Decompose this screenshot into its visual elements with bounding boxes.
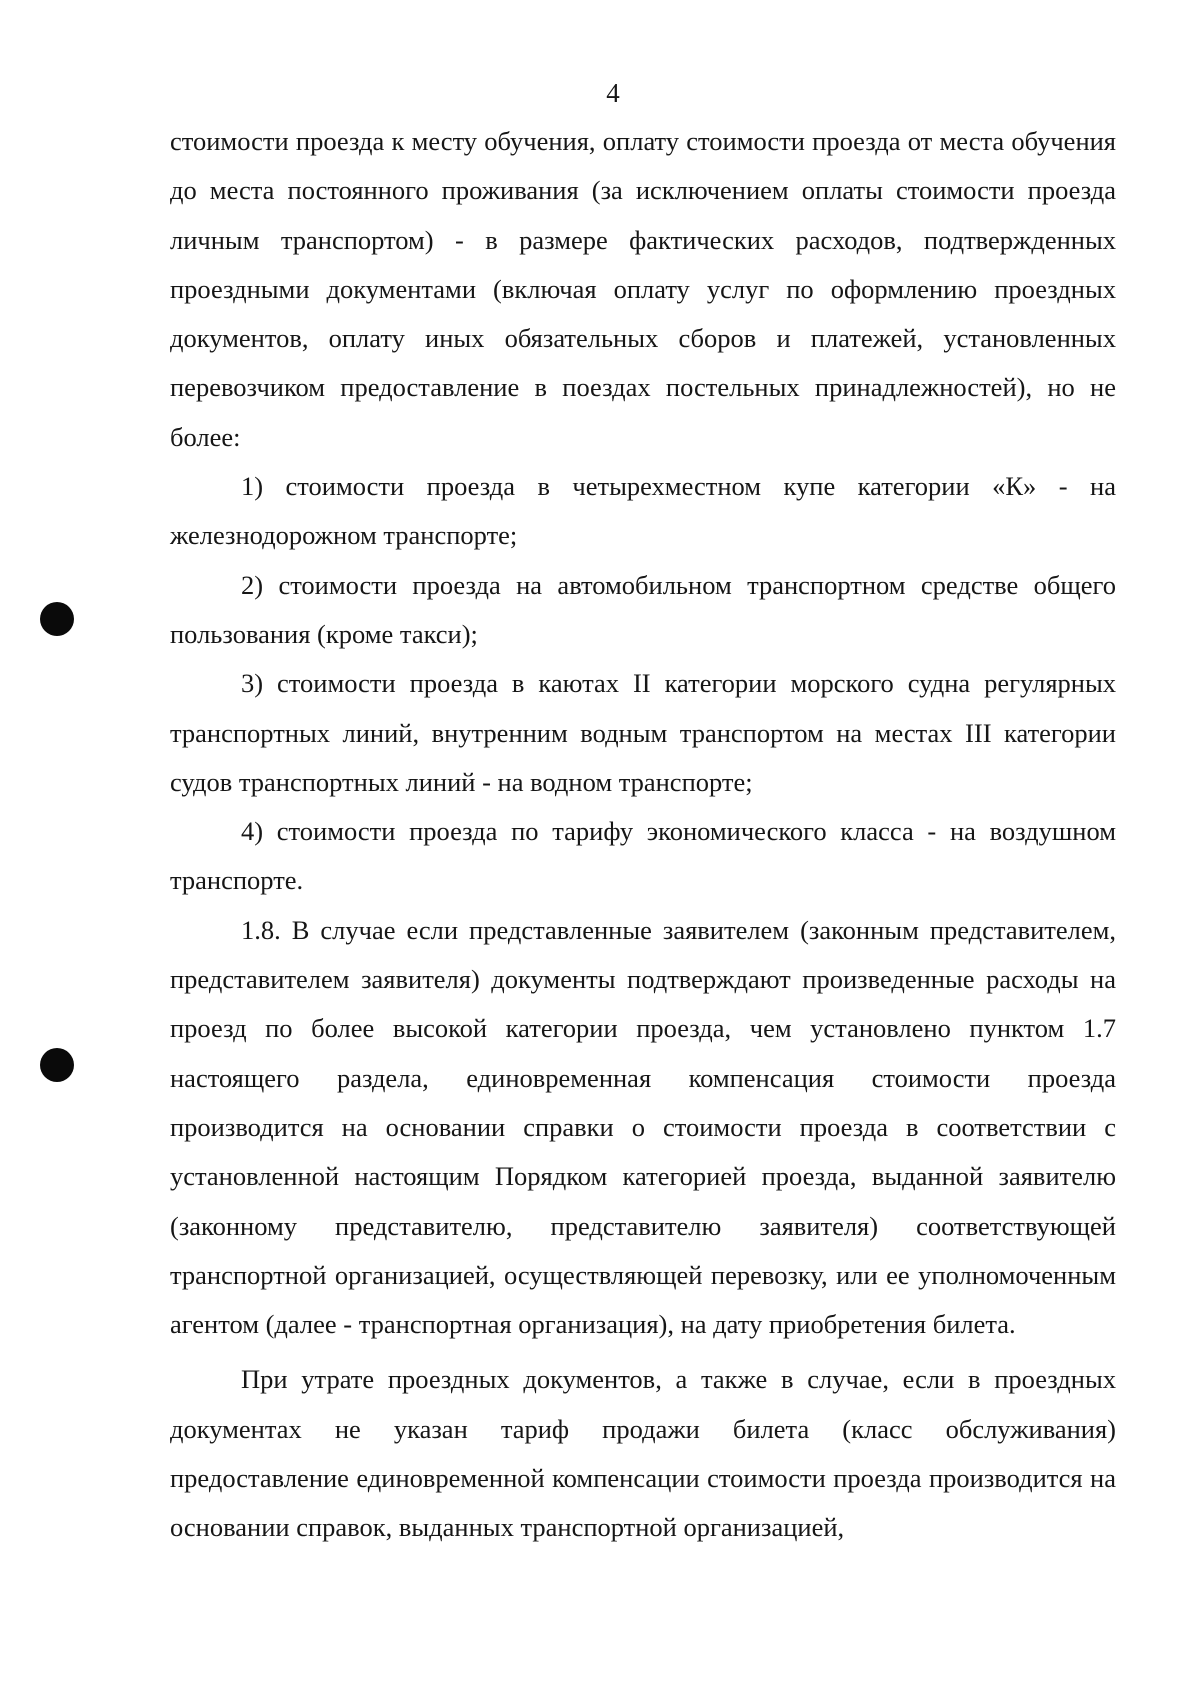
punch-hole-mark — [40, 1048, 74, 1082]
paragraph-item-1: 1) стоимости проезда в четырехместном купе категории «К» - на железнодорожном транспорте; — [170, 471, 1116, 551]
paragraph-item-3: 3) стоимости проезда в каютах II категории морского судна регулярных транспортных линий, внутренним водным транспортом на местах III категории судов транспортных линий - на водном транспорте; — [170, 668, 1116, 797]
paragraph-continuation: стоимости проезда к месту обучения, оплату стоимости проезда от места обучения до места постоянного проживания (за исключением оплаты стоимости проезда личным транспортом) - в размере фактических расходов, подтвержденных проездными документами (включая оплату услуг по оформлению проездных документов, оплату иных обязательных сборов и платежей, установленных перевозчиком предоставление в поездах постельных принадлежностей), но не более: — [170, 126, 1116, 452]
page-number: 4 — [606, 78, 620, 108]
punch-hole-mark — [40, 602, 74, 636]
paragraph-item-4: 4) стоимости проезда по тарифу экономического класса - на воздушном транспорте. — [170, 816, 1116, 896]
paragraph-section-1-8: 1.8. В случае если представленные заявителем (законным представителем, представителем заявителя) документы подтверждают произведенные расходы на проезд по более высокой категории проезда, чем установлено пунктом 1.7 настоящего раздела, единовременная компенсация стоимости проезда производится на основании справки о стоимости проезда в соответствии с установленной настоящим Порядком категорией проезда, выданной заявителю (законному представителю, представителю заявителя) соответствующей транспортной организацией, осуществляющей перевозку, или ее уполномоченным агентом (далее - транспортная организация), на дату приобретения билета. — [170, 914, 1116, 1340]
paragraph-item-2: 2) стоимости проезда на автомобильном транспортном средстве общего пользования (кроме такси); — [170, 569, 1116, 649]
document-body — [170, 117, 1116, 1553]
paragraph-lost-documents: При утрате проездных документов, а также в случае, если в проездных документах не указан тариф продажи билета (класс обслуживания) предоставление единовременной компенсации стоимости проезда производится на основании справок, выданных транспортной организацией, — [170, 1364, 1116, 1543]
